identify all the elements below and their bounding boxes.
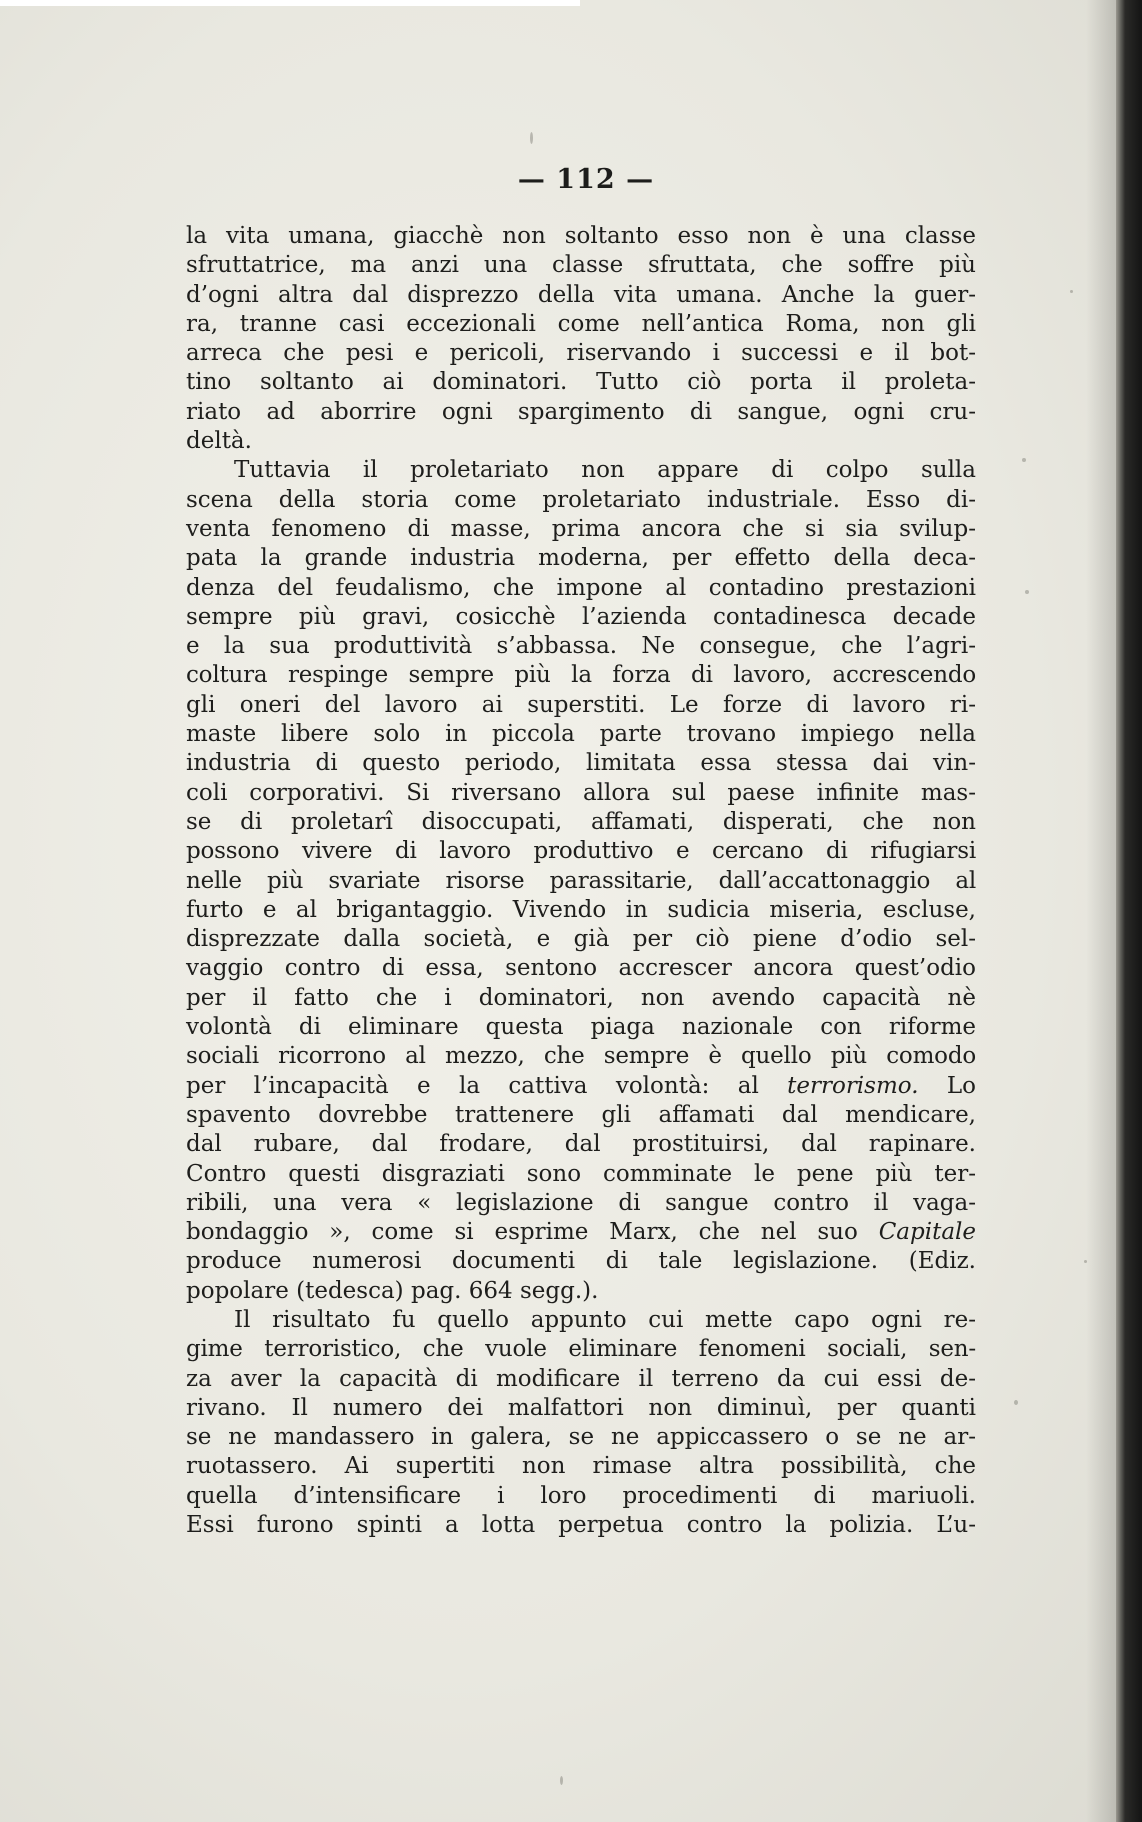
text-line: venta fenomeno di masse, prima ancora che si sia svilup- bbox=[186, 515, 976, 542]
text-line: produce numerosi documenti di tale legislazione. (Ediz. bbox=[186, 1248, 976, 1275]
paper-speck bbox=[530, 132, 533, 144]
text-line: scena della storia come proletariato industriale. Esso di- bbox=[186, 486, 976, 513]
text-line: disprezzate dalla società, e già per ciò piene d’odio sel- bbox=[186, 926, 976, 953]
text-line: sfruttatrice, ma anzi una classe sfruttata, che soffre più bbox=[186, 252, 976, 279]
scan-top-strip bbox=[0, 0, 580, 6]
text-line: spavento dovrebbe trattenere gli affamati dal mendicare, bbox=[186, 1101, 976, 1128]
text-line: gli oneri del lavoro ai superstiti. Le forze di lavoro ri- bbox=[186, 691, 976, 718]
text-line: deltà. bbox=[186, 428, 252, 455]
text-line: za aver la capacità di modificare il terreno da cui essi de- bbox=[186, 1365, 976, 1392]
text-line: arreca che pesi e pericoli, riservando i successi e il bot- bbox=[186, 340, 976, 367]
text-line: rivano. Il numero dei malfattori non diminuì, per quanti bbox=[186, 1394, 976, 1421]
text-line: ruotassero. Ai supertiti non rimase altra possibilità, che bbox=[186, 1453, 976, 1480]
text-line: industria di questo periodo, limitata essa stessa dai vin- bbox=[186, 750, 976, 777]
page-number: — 112 — bbox=[517, 164, 655, 195]
text-line: dal rubare, dal frodare, dal prostituirsi, dal rapinare. bbox=[186, 1131, 976, 1158]
text-line: popolare (tedesca) pag. 664 segg.). bbox=[186, 1277, 599, 1304]
text-line: furto e al brigantaggio. Vivendo in sudicia miseria, escluse, bbox=[186, 896, 976, 923]
text-line: e la sua produttività s’abbassa. Ne consegue, che l’agri- bbox=[186, 633, 976, 660]
paper-speck bbox=[1070, 290, 1073, 293]
text-line: possono vivere di lavoro produttivo e cercano di rifugiarsi bbox=[186, 838, 976, 865]
text-line: riato ad aborrire ogni spargimento di sangue, ogni cru- bbox=[186, 398, 976, 425]
text-line: se di proletarî disoccupati, affamati, disperati, che non bbox=[186, 808, 976, 835]
text-line: coli corporativi. Si riversano allora sul paese infinite mas- bbox=[186, 779, 976, 806]
text-line: per l’incapacità e la cattiva volontà: al terrorismo. Lo bbox=[186, 1072, 976, 1099]
text-line: ra, tranne casi eccezionali come nell’antica Roma, non gli bbox=[186, 310, 976, 337]
text-line: Tuttavia il proletariato non appare di colpo sulla bbox=[234, 457, 976, 484]
text-line: gime terroristico, che vuole eliminare fenomeni sociali, sen- bbox=[186, 1336, 976, 1363]
text-line: volontà di eliminare questa piaga nazionale con riforme bbox=[186, 1014, 976, 1041]
binding-shadow bbox=[1086, 0, 1116, 1822]
paper-speck bbox=[1025, 590, 1029, 594]
paper-speck bbox=[1014, 1400, 1018, 1405]
text-line: sociali ricorrono al mezzo, che sempre è quello più comodo bbox=[186, 1043, 976, 1070]
text-line: Essi furono spinti a lotta perpetua contro la polizia. L’u- bbox=[186, 1512, 976, 1539]
text-line: d’ogni altra dal disprezzo della vita umana. Anche la guer- bbox=[186, 281, 976, 308]
paper-speck bbox=[1022, 458, 1026, 462]
text-line: pata la grande industria moderna, per effetto della deca- bbox=[186, 545, 976, 572]
paper-speck bbox=[560, 1776, 563, 1785]
text-line: denza del feudalismo, che impone al contadino prestazioni bbox=[186, 574, 976, 601]
text-line: quella d’intensificare i loro procedimenti di mariuoli. bbox=[186, 1482, 976, 1509]
text-line: la vita umana, giacchè non soltanto esso non è una classe bbox=[186, 223, 976, 249]
text-line: tino soltanto ai dominatori. Tutto ciò porta il proleta- bbox=[186, 369, 976, 396]
body-text bbox=[186, 222, 976, 1540]
text-line: se ne mandassero in galera, se ne appiccassero o se ne ar- bbox=[186, 1424, 976, 1451]
text-line: maste libere solo in piccola parte trovano impiego nella bbox=[186, 721, 976, 748]
text-line: bondaggio », come si esprime Marx, che nel suo Capitale bbox=[186, 1219, 976, 1246]
text-line: Il risultato fu quello appunto cui mette capo ogni re- bbox=[234, 1306, 976, 1333]
book-spine bbox=[1116, 0, 1142, 1822]
paper-speck bbox=[1084, 1260, 1087, 1263]
text-line: vaggio contro di essa, sentono accrescer ancora quest’odio bbox=[186, 955, 976, 982]
text-line: per il fatto che i dominatori, non avendo capacità nè bbox=[186, 984, 976, 1011]
text-line: nelle più svariate risorse parassitarie, dall’accattonaggio al bbox=[186, 867, 976, 894]
text-line: ribili, una vera « legislazione di sangue contro il vaga- bbox=[186, 1189, 976, 1216]
text-line: sempre più gravi, cosicchè l’azienda contadinesca decade bbox=[186, 603, 976, 630]
text-line: coltura respinge sempre più la forza di lavoro, accrescendo bbox=[186, 662, 976, 689]
text-line: Contro questi disgraziati sono comminate le pene più ter- bbox=[186, 1160, 976, 1187]
